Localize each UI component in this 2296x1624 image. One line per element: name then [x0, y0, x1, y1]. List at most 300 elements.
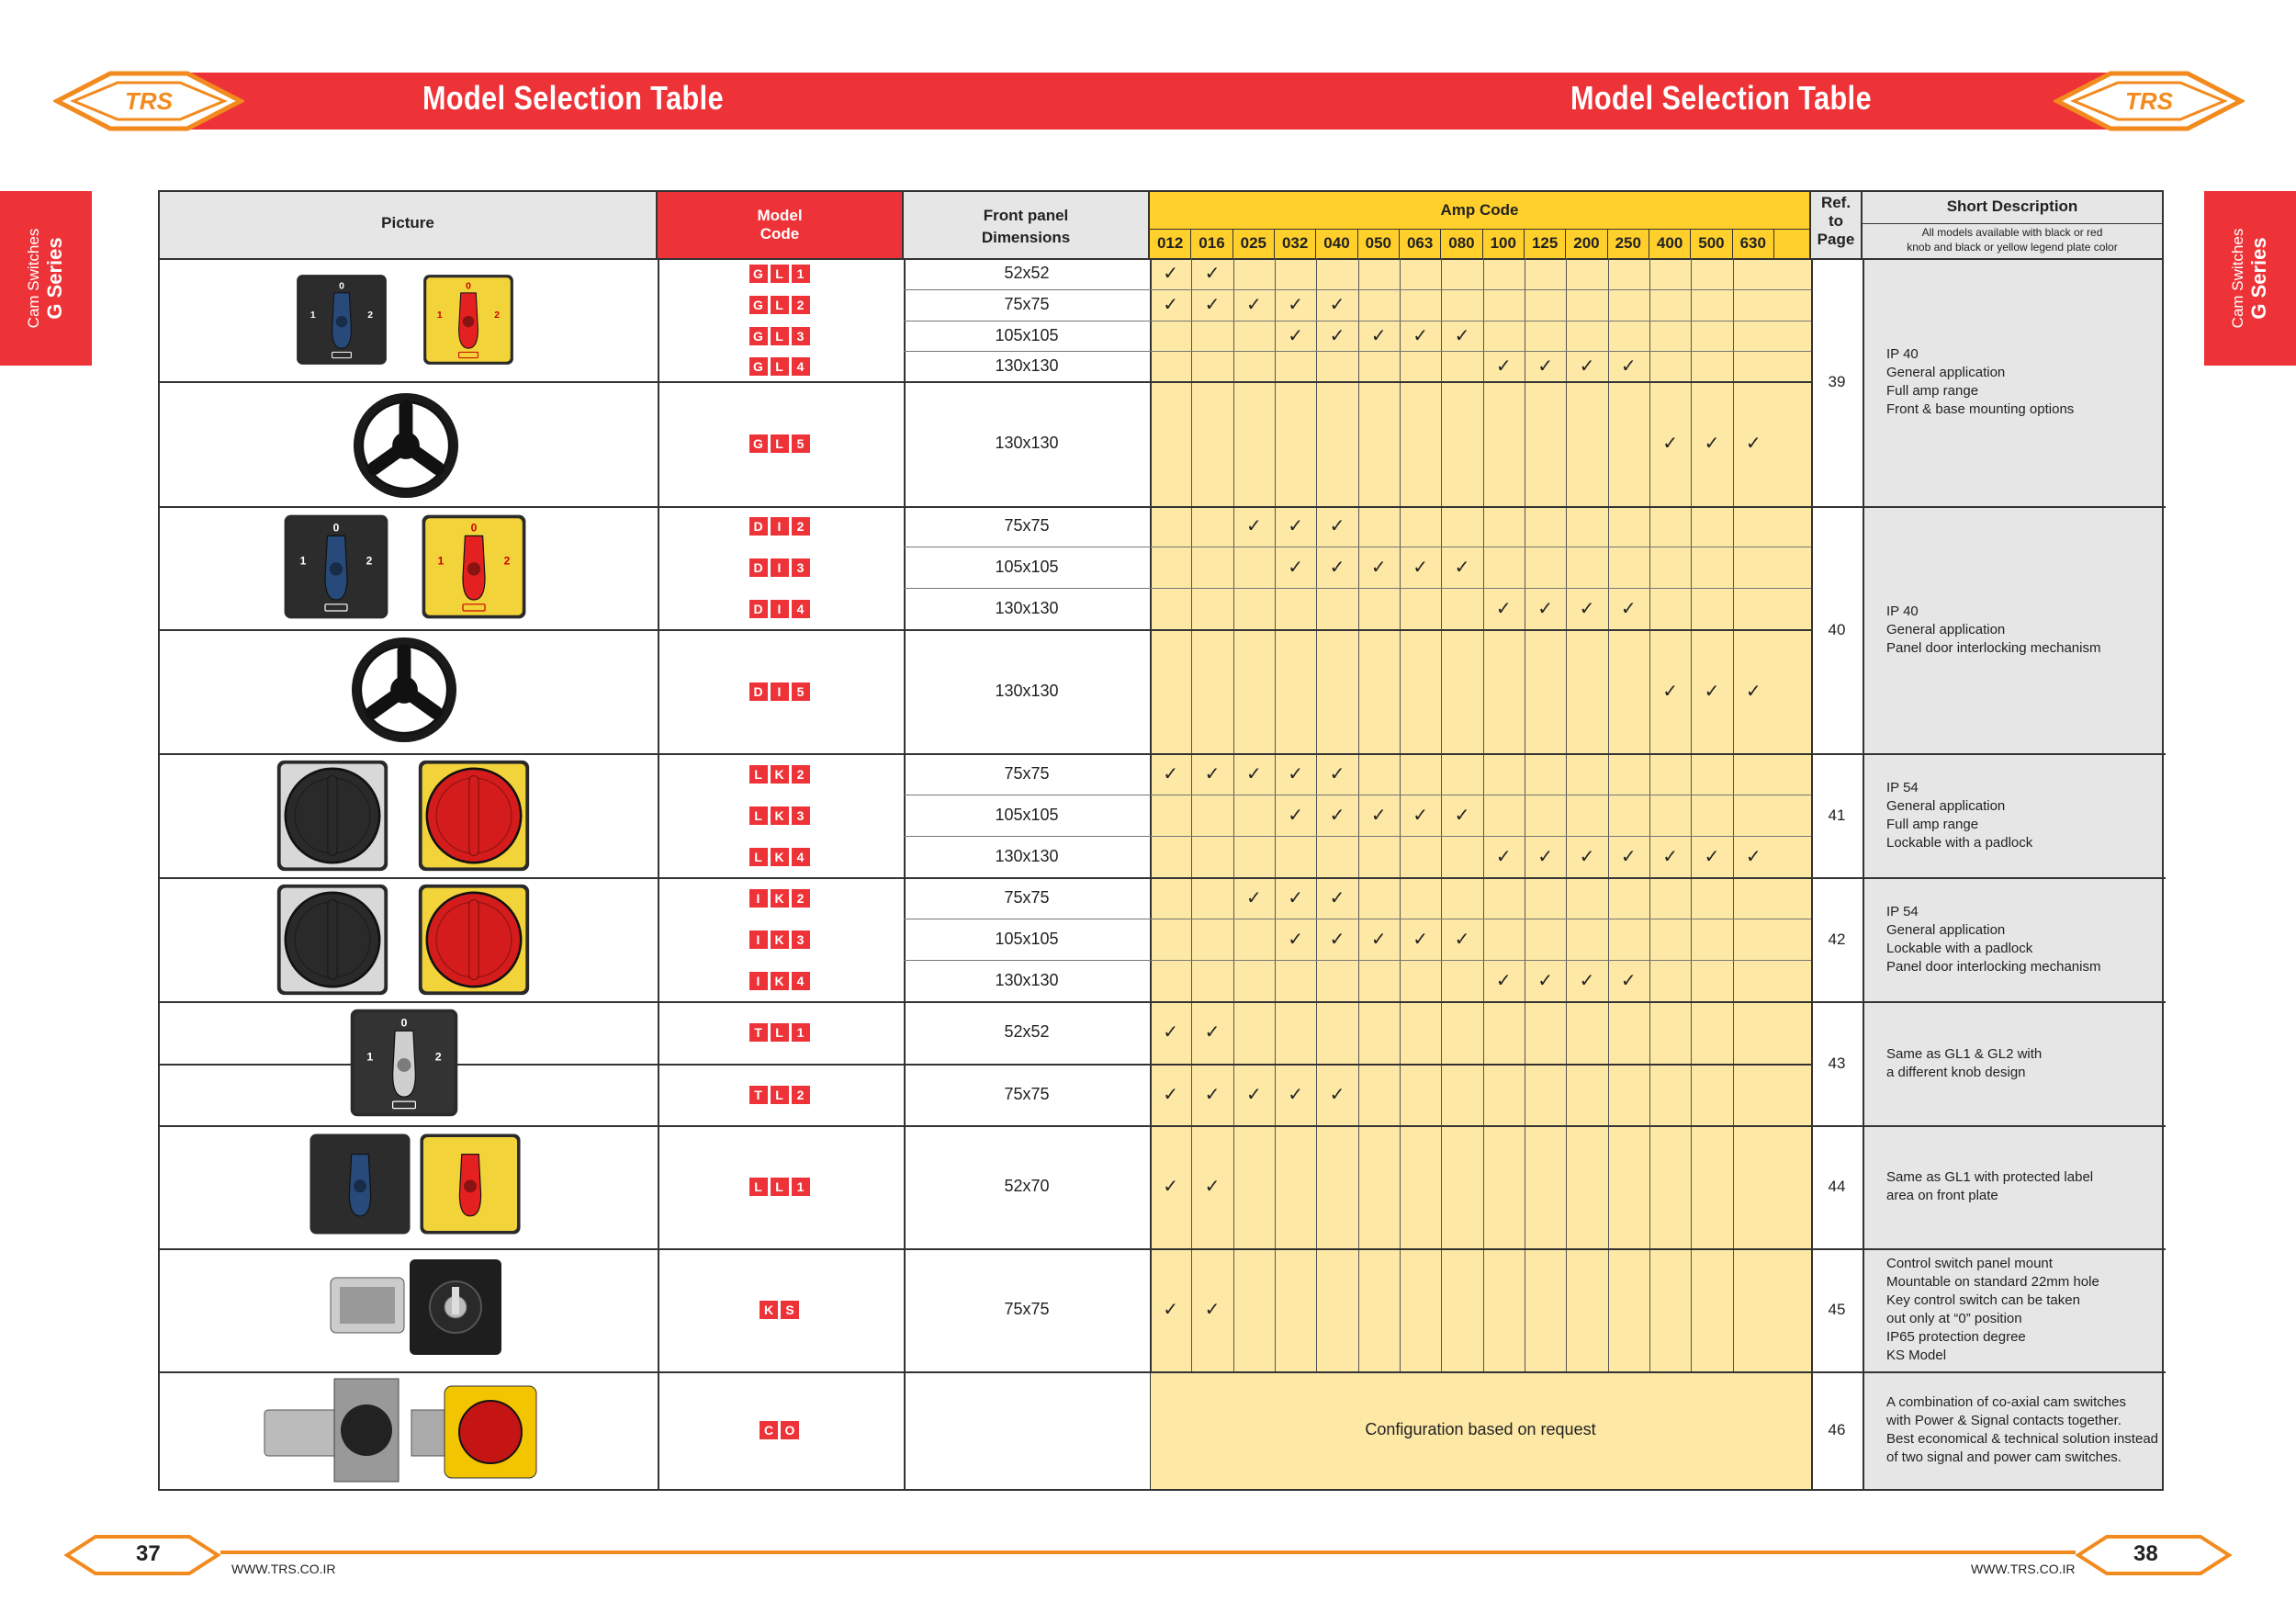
group-divider [1811, 1125, 2166, 1127]
gl5-handle-image [349, 389, 463, 502]
front-panel-dimension: 105x105 [995, 557, 1059, 576]
model-code-badge [749, 600, 810, 618]
front-panel-dimension: 75x75 [1004, 516, 1050, 535]
co-coaxial-switch-image [255, 1373, 540, 1487]
front-panel-dimension: 105x105 [995, 929, 1059, 948]
amp-check-mark: ✓ [1163, 1300, 1179, 1320]
row-divider [904, 588, 1811, 589]
model-code-letter: T [749, 1023, 768, 1042]
description-line: Full amp range [1886, 816, 1979, 832]
short-description [1886, 1168, 2157, 1205]
model-code-letter: C [760, 1421, 778, 1439]
model-code-letter: D [749, 600, 768, 618]
group-divider [1811, 877, 2166, 879]
amp-check-mark: ✓ [1245, 295, 1262, 315]
model-code-letter: I [749, 889, 768, 908]
front-panel-dimension: 52x52 [1004, 1022, 1050, 1041]
amp-check-mark: ✓ [1204, 1022, 1221, 1043]
model-code-letter: 2 [792, 1086, 810, 1104]
model-code-letter: G [749, 296, 768, 314]
amp-check-mark: ✓ [1288, 805, 1304, 826]
amp-check-mark: ✓ [1204, 295, 1221, 315]
model-code-letter: I [771, 558, 789, 577]
model-code-letter: K [760, 1301, 778, 1319]
header-ref-page-label: Ref. to Page [1817, 194, 1855, 248]
description-line: General application [1886, 365, 2006, 380]
amp-column-divider [1316, 258, 1317, 1419]
gl-switch-black-image [294, 272, 389, 367]
model-code-badge [749, 765, 810, 784]
amp-check-mark: ✓ [1288, 516, 1304, 536]
header-short-description-label: Short Description [1946, 197, 2078, 215]
amp-check-mark: ✓ [1620, 846, 1637, 867]
model-code-letter: I [771, 517, 789, 536]
amp-check-mark: ✓ [1329, 516, 1345, 536]
side-tab-line2: G Series [43, 237, 66, 320]
model-code-letter: L [749, 806, 768, 825]
reference-page: 41 [1828, 806, 1846, 824]
amp-check-mark: ✓ [1163, 295, 1179, 315]
amp-code-header: 012 [1150, 229, 1191, 258]
header-short-description-note: All models available with black or red knob and black or yellow legend plate color [1907, 226, 2118, 254]
position-label-0: 0 [332, 521, 340, 535]
model-code-letter: 3 [792, 558, 810, 577]
di5-handle-image [347, 633, 461, 747]
reference-page: 46 [1828, 1421, 1846, 1438]
amp-check-mark: ✓ [1288, 1084, 1304, 1105]
amp-check-mark: ✓ [1704, 434, 1720, 454]
model-code-letter: G [749, 327, 768, 345]
amp-column-divider [1483, 258, 1484, 1419]
front-panel-dimension: 130x130 [995, 598, 1059, 617]
description-line: Key control switch can be taken [1886, 1292, 2080, 1308]
di-switch-black-image [281, 512, 391, 622]
amp-check-mark: ✓ [1454, 557, 1470, 578]
model-code-letter: L [749, 848, 768, 866]
header-front-panel [904, 192, 1150, 258]
amp-code-header: 050 [1358, 229, 1400, 258]
description-line: A combination of co-axial cam switches [1886, 1394, 2126, 1410]
trs-logo-left [53, 70, 244, 132]
model-code-letter: K [771, 930, 789, 949]
di-switch-yellow-image [419, 512, 529, 622]
description-line: IP 40 [1886, 346, 1919, 362]
description-line: Same as GL1 with protected label [1886, 1169, 2094, 1185]
model-code-letter: G [749, 265, 768, 283]
model-code-badge [749, 434, 810, 453]
header-amp-code-label: Amp Code [1440, 201, 1519, 219]
position-label-1: 1 [299, 554, 307, 568]
amp-column-divider [1400, 258, 1401, 1419]
footer-url-left[interactable]: WWW.TRS.CO.IR [231, 1562, 336, 1576]
amp-check-mark: ✓ [1204, 1084, 1221, 1105]
model-code-letter: T [749, 1086, 768, 1104]
reference-page: 44 [1828, 1178, 1846, 1195]
model-code-letter: 4 [792, 972, 810, 990]
amp-check-mark: ✓ [1163, 1084, 1179, 1105]
front-panel-dimension: 130x130 [995, 355, 1059, 375]
model-code-badge [749, 357, 810, 376]
amp-check-mark: ✓ [1288, 887, 1304, 908]
amp-check-mark: ✓ [1662, 681, 1678, 702]
position-label-1: 1 [436, 310, 443, 321]
side-tab-right [2204, 191, 2296, 366]
position-label-1: 1 [437, 554, 445, 568]
amp-check-mark: ✓ [1163, 264, 1179, 284]
model-code-badge [749, 327, 810, 345]
model-code-letter: L [771, 357, 789, 376]
description-line: Lockable with a padlock [1886, 940, 2033, 956]
amp-check-mark: ✓ [1745, 434, 1761, 454]
amp-check-mark: ✓ [1329, 1084, 1345, 1105]
amp-check-mark: ✓ [1620, 598, 1637, 619]
amp-check-mark: ✓ [1245, 1084, 1262, 1105]
model-code-letter: G [749, 434, 768, 453]
header-ref-page [1811, 192, 1863, 258]
column-divider [1863, 258, 1864, 1489]
header-short-description [1863, 192, 2162, 258]
model-code-letter: 3 [792, 806, 810, 825]
reference-page: 42 [1828, 930, 1846, 948]
header-model-code-label: Model Code [757, 207, 803, 242]
model-selection-table [158, 190, 2164, 1491]
ik-switch-grey-image [274, 881, 391, 998]
model-code-letter: 1 [792, 265, 810, 283]
reference-page: 39 [1828, 373, 1846, 390]
amp-code-header: 016 [1191, 229, 1232, 258]
footer-url-right[interactable]: WWW.TRS.CO.IR [1971, 1562, 2076, 1576]
front-panel-dimension: 52x52 [1004, 264, 1050, 282]
amp-check-mark: ✓ [1495, 598, 1512, 619]
description-line: IP 40 [1886, 603, 1919, 619]
amp-check-mark: ✓ [1329, 887, 1345, 908]
row-divider [904, 351, 1811, 352]
amp-check-mark: ✓ [1579, 970, 1595, 991]
model-code-letter: 4 [792, 848, 810, 866]
model-code-letter: 4 [792, 600, 810, 618]
model-code-letter: 5 [792, 434, 810, 453]
ks-key-switch-image [321, 1250, 505, 1364]
amp-check-mark: ✓ [1163, 763, 1179, 784]
front-panel-dimension: 130x130 [995, 846, 1059, 865]
description-line: Control switch panel mount [1886, 1256, 2053, 1271]
model-code-badge [749, 296, 810, 314]
amp-check-mark: ✓ [1495, 970, 1512, 991]
page-number-left: 37 [136, 1541, 161, 1566]
model-code-letter: L [771, 265, 789, 283]
model-code-letter: L [771, 1023, 789, 1042]
amp-check-mark: ✓ [1245, 516, 1262, 536]
model-code-letter: D [749, 558, 768, 577]
amp-code-header: 250 [1608, 229, 1649, 258]
row-divider [160, 1125, 1811, 1127]
amp-code-header: 400 [1649, 229, 1691, 258]
model-code-letter: K [771, 972, 789, 990]
row-divider [160, 1001, 1811, 1003]
description-line: IP 54 [1886, 779, 1919, 795]
amp-check-mark: ✓ [1370, 557, 1387, 578]
amp-check-mark: ✓ [1163, 1177, 1179, 1197]
amp-check-mark: ✓ [1329, 295, 1345, 315]
model-code-letter: L [771, 1086, 789, 1104]
description-line: area on front plate [1886, 1188, 1998, 1203]
short-description [1886, 1255, 2157, 1365]
description-line: Best economical & technical solution instead [1886, 1431, 2159, 1447]
position-label-2: 2 [367, 310, 374, 321]
amp-check-mark: ✓ [1745, 681, 1761, 702]
model-code-badge [749, 1086, 810, 1104]
description-line: IP 54 [1886, 903, 1919, 919]
description-line: General application [1886, 797, 2006, 814]
amp-column-divider [1441, 258, 1442, 1419]
group-divider [1811, 1001, 2166, 1003]
amp-check-mark: ✓ [1454, 929, 1470, 950]
amp-check-mark: ✓ [1329, 929, 1345, 950]
amp-check-mark: ✓ [1537, 846, 1554, 867]
short-description [1886, 903, 2157, 976]
description-line: General application [1886, 621, 2006, 637]
model-code-badge [749, 517, 810, 536]
model-code-letter: 3 [792, 327, 810, 345]
amp-check-mark: ✓ [1204, 763, 1221, 784]
model-code-badge [749, 930, 810, 949]
amp-check-mark: ✓ [1288, 557, 1304, 578]
model-code-letter: 2 [792, 889, 810, 908]
front-panel-dimension: 75x75 [1004, 887, 1050, 907]
description-line: Mountable on standard 22mm hole [1886, 1274, 2099, 1290]
model-code-letter: D [749, 682, 768, 701]
amp-check-mark: ✓ [1412, 805, 1429, 826]
short-description [1886, 345, 2157, 419]
header-picture [160, 192, 658, 258]
model-code-badge [749, 889, 810, 908]
short-description [1886, 1393, 2157, 1467]
page-number-right: 38 [2133, 1541, 2158, 1566]
amp-code-header: 025 [1233, 229, 1275, 258]
position-label-0: 0 [470, 521, 478, 535]
row-divider [904, 960, 1811, 961]
amp-check-mark: ✓ [1370, 805, 1387, 826]
group-divider [1811, 1371, 2166, 1373]
amp-check-mark: ✓ [1412, 557, 1429, 578]
model-code-letter: O [781, 1421, 799, 1439]
amp-check-mark: ✓ [1704, 846, 1720, 867]
logo-text: TRS [125, 87, 173, 115]
model-code-letter: S [781, 1301, 799, 1319]
model-code-letter: 2 [792, 765, 810, 784]
model-code-badge [749, 265, 810, 283]
amp-code-header: 125 [1525, 229, 1566, 258]
front-panel-dimension: 130x130 [995, 681, 1059, 700]
header-front-panel-label: Front panel Dimensions [981, 207, 1071, 246]
model-code-letter: I [749, 930, 768, 949]
description-line: with Power & Signal contacts together. [1886, 1413, 2122, 1428]
position-label-2: 2 [503, 554, 511, 568]
description-line: General application [1886, 921, 2006, 938]
model-code-letter: L [749, 1178, 768, 1196]
description-line: Panel door interlocking mechanism [1886, 958, 2101, 975]
amp-code-header: 100 [1483, 229, 1525, 258]
amp-check-mark: ✓ [1537, 598, 1554, 619]
model-code-letter: G [749, 357, 768, 376]
picture-divider [160, 381, 904, 383]
amp-check-mark: ✓ [1329, 805, 1345, 826]
amp-column-divider [1275, 258, 1276, 1419]
position-label-0: 0 [339, 281, 344, 292]
model-code-letter: 1 [792, 1023, 810, 1042]
model-code-letter: K [771, 848, 789, 866]
amp-check-mark: ✓ [1288, 295, 1304, 315]
description-line: IP65 protection degree [1886, 1329, 2026, 1345]
model-code-badge [760, 1421, 799, 1439]
row-divider [160, 753, 1811, 755]
reference-page: 45 [1828, 1301, 1846, 1318]
model-code-badge [749, 1023, 810, 1042]
model-code-letter: K [771, 765, 789, 784]
model-code-letter: 1 [792, 1178, 810, 1196]
model-code-letter: I [771, 682, 789, 701]
amp-check-mark: ✓ [1288, 325, 1304, 346]
amp-check-mark: ✓ [1412, 929, 1429, 950]
amp-column-divider [1358, 258, 1359, 1419]
header-amp-code [1150, 192, 1811, 258]
side-tab-line2: G Series [2247, 237, 2270, 320]
model-code-letter: L [771, 296, 789, 314]
position-label-1: 1 [366, 1050, 374, 1064]
amp-check-mark: ✓ [1412, 325, 1429, 346]
row-divider [904, 289, 1811, 290]
amp-check-mark: ✓ [1329, 557, 1345, 578]
model-code-letter: K [771, 889, 789, 908]
page-title-right: Model Selection Table [1570, 79, 1873, 117]
amp-code-header: 063 [1400, 229, 1441, 258]
configuration-note: Configuration based on request [1365, 1420, 1596, 1438]
description-line: a different knob design [1886, 1064, 2026, 1080]
front-panel-dimension: 105x105 [995, 805, 1059, 824]
model-code-letter: 2 [792, 296, 810, 314]
amp-check-mark: ✓ [1537, 355, 1554, 377]
lk-switch-grey-image [274, 757, 391, 874]
logo-text: TRS [2125, 87, 2173, 115]
amp-check-mark: ✓ [1329, 325, 1345, 346]
model-code-letter: 5 [792, 682, 810, 701]
model-code-badge [749, 806, 810, 825]
amp-check-mark: ✓ [1579, 598, 1595, 619]
header-picture-label: Picture [381, 214, 434, 231]
ll-switch-yellow-image [417, 1131, 523, 1237]
model-code-badge [749, 682, 810, 701]
lk-switch-yellow-image [415, 757, 533, 874]
position-label-2: 2 [494, 310, 501, 321]
amp-check-mark: ✓ [1245, 887, 1262, 908]
group-divider [1811, 753, 2166, 755]
front-panel-dimension: 105x105 [995, 325, 1059, 344]
ll-switch-black-image [307, 1131, 413, 1237]
position-label-0: 0 [466, 281, 471, 292]
position-label-1: 1 [310, 310, 316, 321]
amp-column-divider [1233, 258, 1234, 1419]
position-label-2: 2 [434, 1050, 442, 1064]
model-code-badge [749, 972, 810, 990]
short-description [1886, 603, 2157, 658]
position-label-0: 0 [400, 1016, 408, 1030]
amp-check-mark: ✓ [1370, 325, 1387, 346]
amp-column-divider [1191, 258, 1192, 1419]
amp-check-mark: ✓ [1245, 763, 1262, 784]
amp-check-mark: ✓ [1204, 264, 1221, 284]
front-panel-dimension: 75x75 [1004, 295, 1050, 313]
amp-check-mark: ✓ [1620, 970, 1637, 991]
amp-check-mark: ✓ [1288, 929, 1304, 950]
amp-check-mark: ✓ [1579, 846, 1595, 867]
description-line: out only at “0” position [1886, 1311, 2022, 1326]
front-panel-dimension: 130x130 [995, 434, 1059, 452]
side-tab-line1: Cam Switches [25, 228, 42, 329]
reference-page: 43 [1828, 1054, 1846, 1072]
model-code-letter: 3 [792, 930, 810, 949]
side-tab-line1: Cam Switches [2229, 228, 2246, 329]
front-panel-dimension: 75x75 [1004, 1300, 1050, 1318]
short-description [1886, 1045, 2157, 1082]
short-description [1886, 779, 2157, 852]
amp-check-mark: ✓ [1163, 1022, 1179, 1043]
model-code-badge [749, 848, 810, 866]
amp-column-divider [1566, 258, 1567, 1419]
model-code-letter: L [771, 1178, 789, 1196]
page-title-left: Model Selection Table [422, 79, 725, 117]
amp-check-mark: ✓ [1662, 846, 1678, 867]
amp-check-mark: ✓ [1454, 805, 1470, 826]
description-line: KS Model [1886, 1348, 1947, 1363]
front-panel-dimension: 75x75 [1004, 763, 1050, 783]
model-code-badge [749, 558, 810, 577]
side-tab-left [0, 191, 92, 366]
amp-code-header: 032 [1275, 229, 1316, 258]
amp-check-mark: ✓ [1662, 434, 1678, 454]
header-model-code [658, 192, 904, 258]
amp-check-mark: ✓ [1288, 763, 1304, 784]
amp-check-mark: ✓ [1454, 325, 1470, 346]
description-line: Front & base mounting options [1886, 401, 2075, 417]
amp-check-mark: ✓ [1704, 681, 1720, 702]
gl-switch-yellow-image [421, 272, 516, 367]
model-code-letter: D [749, 517, 768, 536]
amp-check-mark: ✓ [1204, 1177, 1221, 1197]
amp-check-mark: ✓ [1329, 763, 1345, 784]
amp-code-header: 500 [1691, 229, 1732, 258]
description-line: Panel door interlocking mechanism [1886, 639, 2101, 656]
reference-page: 40 [1828, 620, 1846, 638]
tl-switch-image [347, 1006, 461, 1120]
model-code-letter: L [749, 765, 768, 784]
amp-check-mark: ✓ [1370, 929, 1387, 950]
model-code-letter: 2 [792, 517, 810, 536]
position-label-2: 2 [366, 554, 373, 568]
amp-check-mark: ✓ [1204, 1300, 1221, 1320]
front-panel-dimension: 75x75 [1004, 1084, 1050, 1103]
amp-check-mark: ✓ [1495, 846, 1512, 867]
amp-check-mark: ✓ [1495, 355, 1512, 377]
footer-line [220, 1551, 2076, 1554]
amp-code-header: 080 [1441, 229, 1482, 258]
row-divider [160, 506, 1811, 508]
row-divider [904, 836, 1811, 837]
ik-switch-yellow-image [415, 881, 533, 998]
model-code-letter: I [749, 972, 768, 990]
amp-check-mark: ✓ [1579, 355, 1595, 377]
amp-code-header: 040 [1316, 229, 1357, 258]
column-divider [658, 258, 659, 1489]
